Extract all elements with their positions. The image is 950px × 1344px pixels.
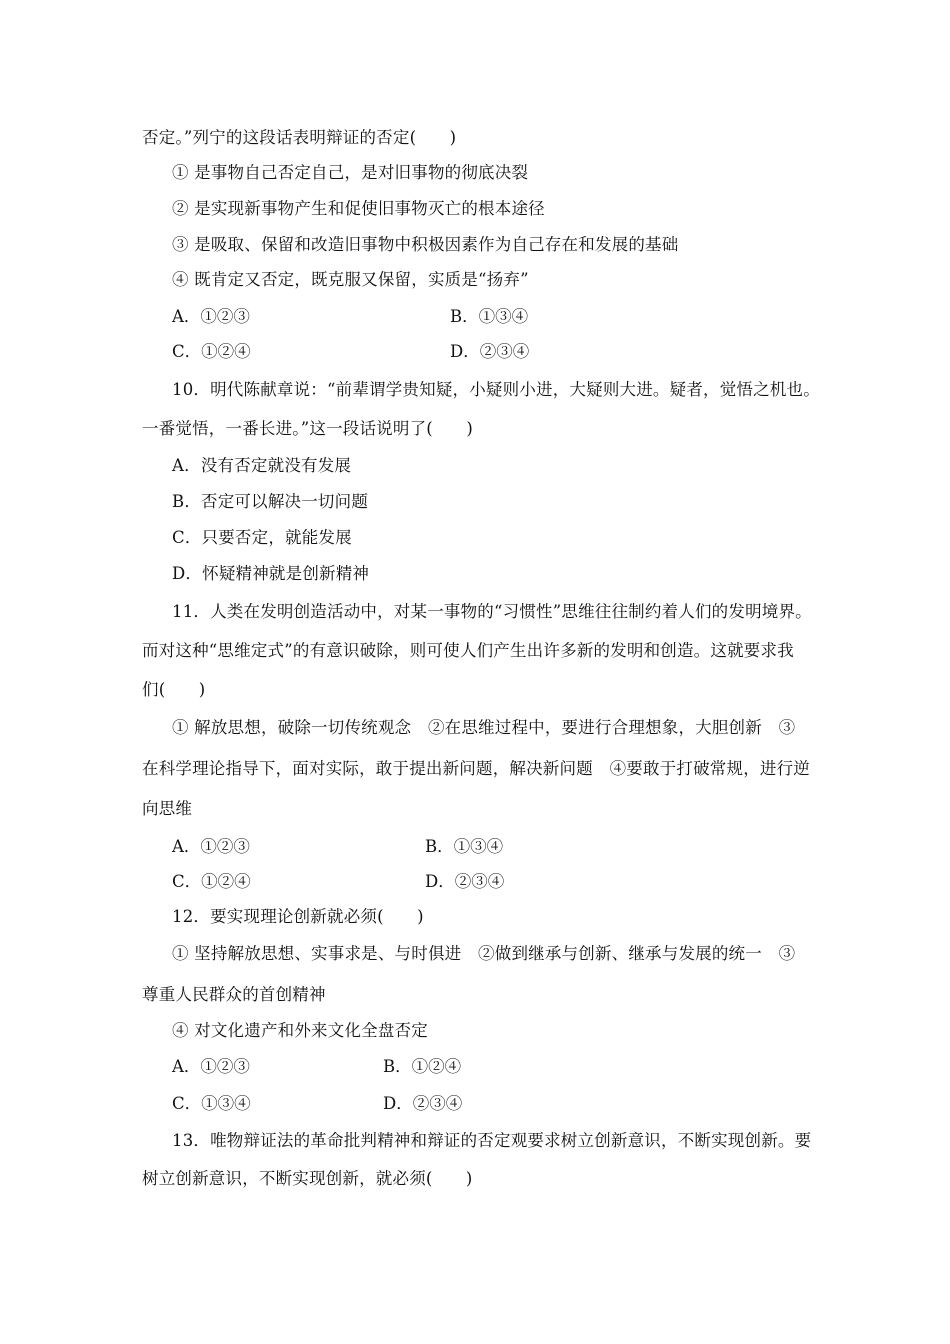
q11-option-c: C．①②④ xyxy=(172,872,251,891)
q11-option-a: A．①②③ xyxy=(172,837,250,856)
q10-stem-line-1: 10．明代陈献章说：“前辈谓学贵知疑，小疑则小进，大疑则大进。疑者，觉悟之机也。 xyxy=(172,380,820,399)
q9-option-c: C．①②④ xyxy=(172,342,251,361)
q11-option-d: D．②③④ xyxy=(425,872,505,891)
q9-item-4: ④ 既肯定又否定，既克服又保留，实质是“扬弃” xyxy=(172,270,529,289)
q9-stem-continuation: 否定。”列宁的这段话表明辩证的否定( ) xyxy=(142,128,457,147)
q11-items-line-2: 在科学理论指导下，面对实际，敢于提出新问题，解决新问题 ④要敢于打破常规，进行逆 xyxy=(142,759,810,778)
q11-option-b: B．①③④ xyxy=(425,837,504,856)
q10-option-c: C．只要否定，就能发展 xyxy=(172,528,352,547)
q10-option-d: D．怀疑精神就是创新精神 xyxy=(172,564,370,583)
q9-item-1: ① 是事物自己否定自己，是对旧事物的彻底决裂 xyxy=(172,163,529,182)
q9-option-d: D．②③④ xyxy=(450,342,530,361)
q12-items-line-3: ④ 对文化遗产和外来文化全盘否定 xyxy=(172,1021,428,1040)
q10-stem-line-2: 一番觉悟，一番长进。”这一段话说明了( ) xyxy=(142,419,473,438)
q9-item-2: ② 是实现新事物产生和促使旧事物灭亡的根本途径 xyxy=(172,199,545,218)
q12-option-c: C．①③④ xyxy=(172,1094,251,1113)
q10-option-a: A．没有否定就没有发展 xyxy=(172,456,352,475)
q10-option-b: B．否定可以解决一切问题 xyxy=(172,492,369,511)
q11-items-line-1: ① 解放思想，破除一切传统观念 ②在思维过程中，要进行合理想象，大胆创新 ③ xyxy=(172,718,796,737)
q11-stem-line-3: 们( ) xyxy=(142,680,206,699)
q12-option-d: D．②③④ xyxy=(383,1094,463,1113)
q11-items-line-3: 向思维 xyxy=(142,799,193,818)
q12-option-a: A．①②③ xyxy=(172,1057,250,1076)
q12-stem: 12．要实现理论创新就必须( ) xyxy=(172,907,424,926)
q9-option-a: A．①②③ xyxy=(172,307,250,326)
q9-item-3: ③ 是吸取、保留和改造旧事物中积极因素作为自己存在和发展的基础 xyxy=(172,235,679,254)
q12-items-line-1: ① 坚持解放思想、实事求是、与时俱进 ②做到继承与创新、继承与发展的统一 ③ xyxy=(172,944,796,963)
q13-stem-line-1: 13．唯物辩证法的革命批判精神和辩证的否定观要求树立创新意识，不断实现创新。要 xyxy=(172,1131,812,1150)
q9-option-b: B．①③④ xyxy=(450,307,529,326)
q13-stem-line-2: 树立创新意识，不断实现创新，就必须( ) xyxy=(142,1169,473,1188)
q11-stem-line-1: 11．人类在发明创造活动中，对某一事物的“习惯性”思维往往制约着人们的发明境界。 xyxy=(172,602,812,621)
q11-stem-line-2: 而对这种“思维定式”的有意识破除，则可使人们产生出许多新的发明和创造。这就要求我 xyxy=(142,641,794,660)
q12-items-line-2: 尊重人民群众的首创精神 xyxy=(142,985,326,1004)
q12-option-b: B．①②④ xyxy=(383,1057,462,1076)
